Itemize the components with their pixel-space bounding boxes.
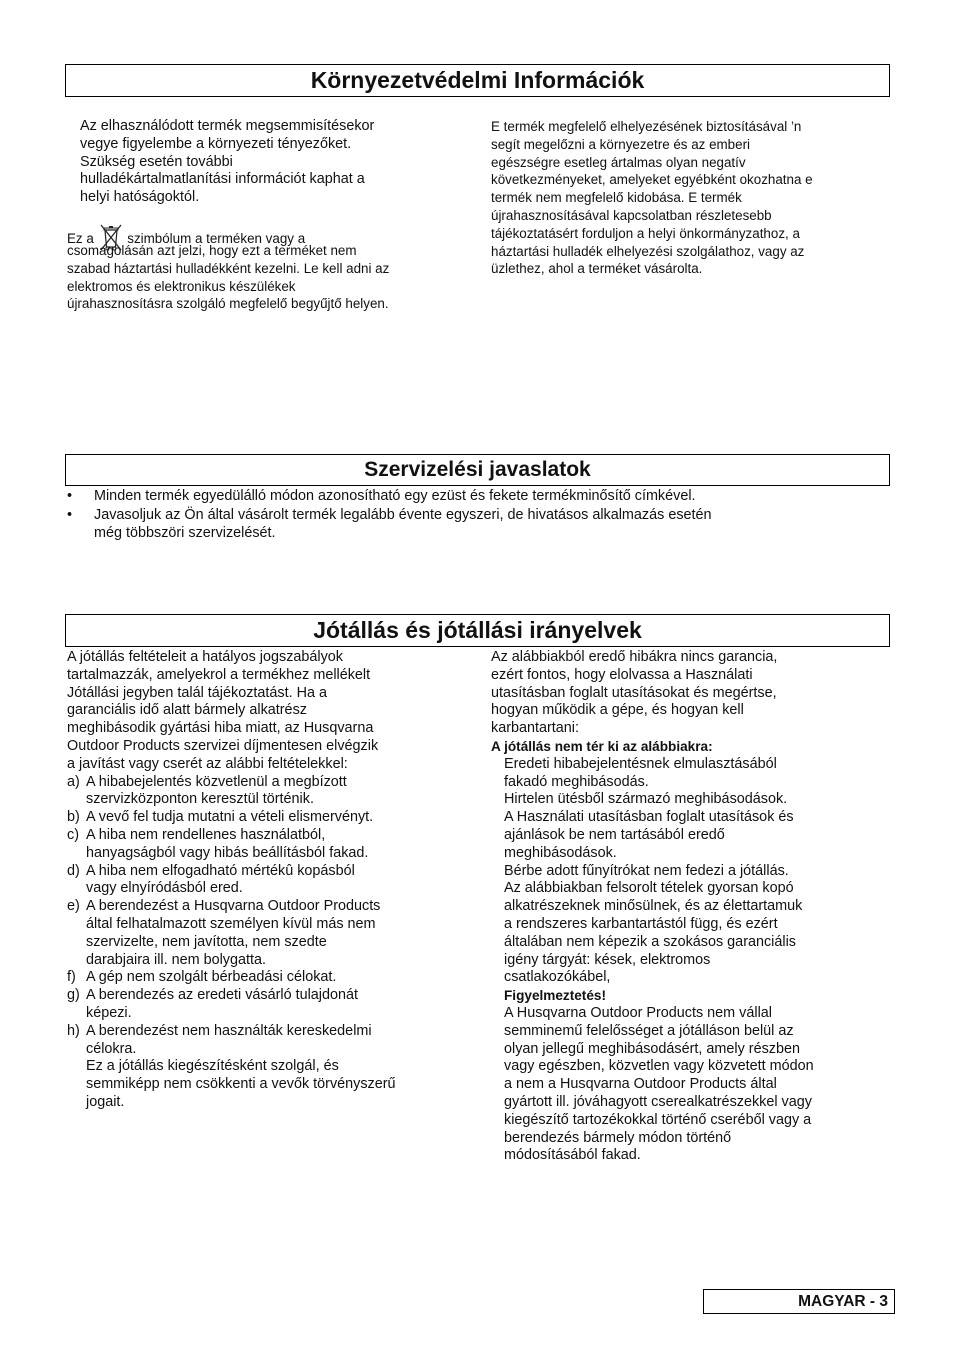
text-line: garanciális idő alatt bármely alkatrész [67, 702, 307, 719]
text-line: egészségre esetleg ártalmas olyan negatív [491, 154, 746, 170]
text-line: A jótállás feltételeit a hatályos jogszabályok [67, 649, 343, 665]
condition-label: f) [67, 969, 76, 986]
condition-text: darabjaira ill. nem bolygatta. [86, 951, 266, 968]
exclusion-line: általában nem képezik a szokásos garanciális [504, 933, 796, 950]
condition-text: A hiba nem rendellenes használatból, [86, 826, 326, 843]
warranty-condition-line [67, 863, 396, 881]
warranty-right-column [491, 649, 814, 1165]
env-symbol-prefix: Ez a [67, 231, 94, 246]
condition-label: e) [67, 898, 80, 915]
text-line: Szükség esetén további [80, 153, 233, 170]
text-line: gyártott ill. jóváhagyott cserealkatrészekkel vagy [504, 1093, 812, 1110]
env-left-para2 [67, 242, 389, 313]
condition-text: A berendezést nem használták kereskedelmi [86, 1022, 372, 1039]
footer-label: MAGYAR - 3 [798, 1293, 888, 1310]
warning-text [491, 1005, 814, 1165]
condition-label: b) [67, 809, 80, 826]
warranty-condition-line [67, 809, 396, 827]
warranty-condition-line [67, 774, 396, 792]
warranty-title-box [65, 614, 890, 647]
text-line: hogyan működik a gépe, és hogyan kell [491, 702, 744, 719]
text-line: tartalmazzák, amelyekrol a termékhez mellékelt [67, 666, 371, 683]
warranty-condition-line [67, 969, 396, 987]
text-line: a nem a Husqvarna Outdoor Products által [504, 1076, 777, 1093]
text-line: jogait. [86, 1093, 125, 1110]
warranty-title: Jótállás és jótállási irányelvek [313, 617, 642, 643]
text-line: még többszöri szervizelését. [94, 524, 276, 541]
condition-label: c) [67, 826, 79, 843]
text-line: üzlethez, ahol a terméket vásárolta. [491, 261, 703, 277]
text-line: termék nem megfelelő kidobása. E termék [491, 190, 742, 206]
warranty-condition-line [67, 952, 396, 970]
exclusion-line: Hirtelen ütésből származó meghibásodások. [504, 791, 788, 808]
condition-text: hanyagságból vagy hibás beállításból fakad. [86, 844, 369, 861]
env-title: Környezetvédelmi Információk [310, 67, 645, 93]
exclusion-line: meghibásodások. [504, 844, 617, 861]
text-line: tájékoztatásért forduljon a helyi önkormányzathoz, a [491, 225, 800, 241]
text-line: Minden termék egyedülálló módon azonosítható egy ezüst és fekete termékminősítő címkével. [94, 488, 696, 504]
exclusion-line: csatlakozókábel, [504, 969, 611, 986]
warranty-condition-line [67, 934, 396, 952]
condition-text: A hibabejelentés közvetlenül a megbízott [86, 773, 347, 790]
text-line: kiegészítő tartozékokkal történő cseréből vagy a [504, 1111, 812, 1128]
text-line: semminemű felelősséget a jótálláson belül az [504, 1022, 794, 1039]
condition-text: képezi. [86, 1004, 132, 1021]
text-line: utasításban foglalt utasításokat és megértse, [491, 684, 777, 701]
text-line: E termék megfelelő elhelyezésének biztosításával ’n [491, 119, 802, 134]
text-line: hulladékártalmatlanítási információt kaphat a [80, 171, 365, 188]
text-line: újrahasznosításával kapcsolatban részletesebb [491, 207, 772, 223]
condition-label: h) [67, 1022, 80, 1039]
warranty-condition-line [67, 880, 396, 898]
exclusion-line: fakadó meghibásodás. [504, 773, 649, 790]
warranty-conditions-list [67, 774, 396, 1059]
warranty-condition-line [67, 791, 396, 809]
warranty-left-column [67, 649, 396, 1112]
exclusions-heading: A jótállás nem tér ki az alábbiakra: [491, 738, 713, 754]
text-line: vegye figyelembe a környezeti tényezőket. [80, 135, 352, 152]
text-line: helyi hatóságoktól. [80, 189, 200, 206]
warranty-condition-line [67, 987, 396, 1005]
condition-text: A vevő fel tudja mutatni a vételi elismervényt. [86, 809, 374, 826]
text-line: csomagolásán azt jelzi, hogy ezt a terméket nem [67, 243, 357, 258]
text-line: újrahasznosításra szolgáló megfelelő begyűjtő helyen. [67, 296, 389, 312]
warranty-right-intro [491, 649, 814, 738]
text-line: meghibásodik gyártási hiba miatt, az Husqvarna [67, 720, 374, 737]
text-line: a javítást vagy cserét az alábbi feltételekkel: [67, 755, 348, 772]
text-line: Jótállási jegyben talál tájékoztatást. Ha a [67, 684, 327, 701]
text-line: ezért fontos, hogy elolvassa a Használati [491, 666, 753, 683]
warranty-condition-line [67, 1023, 396, 1041]
exclusion-line: A Használati utasításban foglalt utasítások és [504, 809, 794, 826]
text-line: Javasoljuk az Ön által vásárolt termék legalább évente egyszeri, de hivatásos alkalmazás esetén [94, 507, 712, 523]
warranty-condition-line [67, 1041, 396, 1059]
exclusion-line: alkatrészeknek minősülnek, és az élettartamuk [504, 898, 803, 915]
exclusion-line: Eredeti hibabejelentésnek elmulasztásából [504, 755, 777, 772]
warning-heading: Figyelmeztetés! [504, 988, 606, 1004]
footer-page-label [703, 1289, 895, 1314]
exclusion-line: Bérbe adott fűnyítrókat nem fedezi a jótállás. [504, 862, 789, 879]
service-title-box [65, 454, 890, 486]
exclusions-list [491, 756, 814, 987]
text-line: Az elhasználódott termék megsemmisítésekor [80, 118, 375, 134]
condition-text: által felhatalmazott személyen kívül más nem [86, 915, 376, 932]
warranty-left-intro [67, 649, 396, 774]
text-line: karbantartani: [491, 720, 579, 737]
exclusion-line: ajánlások be nem tartásából eredő [504, 826, 725, 843]
condition-text: vagy elnyíródásból ered. [86, 880, 243, 897]
condition-label: g) [67, 987, 80, 1004]
exclusion-line: Az alábbiakban felsorolt tételek gyorsan kopó [504, 880, 794, 897]
warranty-condition-line [67, 898, 396, 916]
warranty-condition-line [67, 845, 396, 863]
exclusion-line: igény tárgyát: kések, elektromos [504, 951, 711, 968]
condition-text: A berendezést a Husqvarna Outdoor Products [86, 898, 381, 915]
text-line: módosításából fakad. [504, 1147, 641, 1164]
warranty-condition-line [67, 1005, 396, 1023]
text-line: háztartási hulladék elhelyezési szolgálathoz, vagy az [491, 243, 805, 259]
condition-text: A berendezés az eredeti vásárló tulajdonát [86, 987, 359, 1004]
env-left-para1 [80, 118, 374, 207]
condition-text: szervizelte, nem javította, nem szedte [86, 933, 327, 950]
text-line: szabad háztartási hulladékként kezelni. Le kell adni az [67, 260, 390, 276]
text-line: Outdoor Products szervizei díjmentesen elvégzik [67, 737, 379, 754]
exclusion-line: a rendszeres karbantartástól függ, és ezért [504, 915, 778, 932]
condition-text: A hiba nem elfogadható mértékû kopásból [86, 862, 355, 879]
text-line: következményeket, amelyeket egyébként okozhatna e [491, 172, 813, 188]
env-right-para [491, 118, 813, 278]
text-line: Ez a jótállás kiegészítésként szolgál, és [86, 1058, 339, 1075]
text-line: berendezés bármely módon történő [504, 1129, 732, 1146]
text-line: A Husqvarna Outdoor Products nem vállal [504, 1004, 772, 1021]
text-line: Az alábbiakból eredő hibákra nincs garancia, [491, 649, 778, 665]
text-line: semmiképp nem csökkenti a vevők törvényszerű [86, 1076, 396, 1093]
warranty-condition-line [67, 916, 396, 934]
env-symbol-suffix: szimbólum a terméken vagy a [127, 231, 306, 246]
condition-text: szervizközponton keresztül történik. [86, 791, 314, 808]
text-line: olyan jellegű meghibásodásért, amely részben [504, 1040, 800, 1057]
env-title-box [65, 64, 890, 97]
condition-text: célokra. [86, 1040, 137, 1057]
text-line: segít megelőzni a környezetre és az emberi [491, 136, 751, 152]
condition-label: a) [67, 773, 80, 790]
text-line: elektromos és elektronikus készülékek [67, 278, 296, 294]
warranty-condition-line [67, 827, 396, 845]
warranty-left-outro [67, 1058, 396, 1111]
service-title: Szervizelési javaslatok [364, 458, 591, 481]
text-line: vagy egészben, közvetlen vagy közvetett módon [504, 1058, 814, 1075]
condition-label: d) [67, 862, 80, 879]
condition-text: A gép nem szolgált bérbeadási célokat. [86, 969, 337, 986]
